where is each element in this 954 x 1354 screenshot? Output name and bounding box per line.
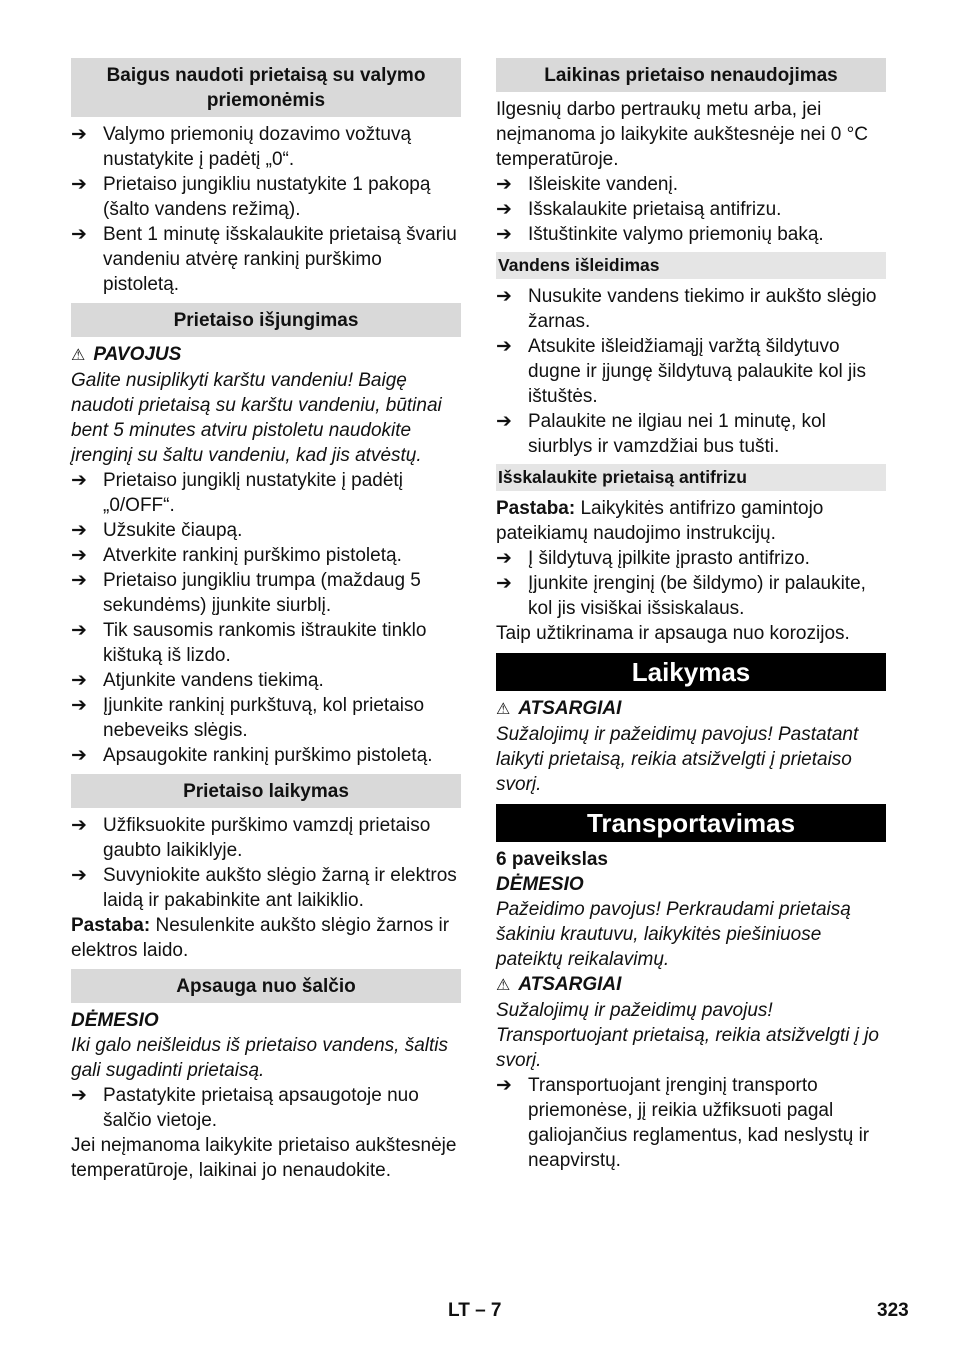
- list-item: ➔ Transportuojant įrenginį transporto priemonėse, jį reikia užfiksuoti pagal galiojančius reglamentus, kad neslystų ir neapvirstų.: [496, 1075, 870, 1171]
- list-item: ➔ Valymo priemonių dozavimo vožtuvą nustatykite į padėtį „0“.: [71, 124, 412, 170]
- page-number: 323: [877, 1300, 909, 1321]
- arrow-icon: ➔: [71, 545, 87, 566]
- arrow-icon: ➔: [71, 520, 87, 541]
- list-item: ➔ Pastatykite prietaisą apsaugotoje nuo šalčio vietoje.: [71, 1085, 419, 1131]
- arrow-icon: ➔: [496, 286, 512, 307]
- subsection-heading: Vandens išleidimas: [496, 252, 886, 279]
- list-item: ➔ Išskalaukite prietaisą antifrizu.: [496, 199, 782, 220]
- arrow-icon: ➔: [71, 174, 87, 195]
- list-item: ➔ Užfiksuokite purškimo vamzdį prietaiso gaubto laikiklyje.: [71, 815, 431, 861]
- list-item: ➔ Įjunkite įrenginį (be šildymo) ir palaukite, kol jis visiškai išsiskalaus.: [496, 573, 866, 619]
- list-item: ➔ Atjunkite vandens tiekimą.: [71, 670, 324, 691]
- section-heading: Laikinas prietaiso nenaudojimas: [496, 58, 886, 92]
- arrow-icon: ➔: [496, 336, 512, 357]
- arrow-icon: ➔: [71, 224, 87, 245]
- danger-text: Galite nusiplikyti karštu vandeniu! Baigę naudoti prietaisą su karštu vandeniu, būtinai bent 5 minutes atviru pistoletu naudokite įrenginį su šaltu vandeniu, kad jis atvėstų.: [71, 370, 442, 466]
- list-item: ➔ Atsukite išleidžiamąjį varžtą šildytuvo dugne ir įjungę šildytuvą palaukite kol jis ištuštės.: [496, 336, 866, 407]
- attention-label: DĖMESIO: [71, 1010, 159, 1031]
- note-paragraph: Pastaba: Nesulenkite aukšto slėgio žarnos ir elektros laido.: [71, 915, 450, 961]
- section-heading: Apsauga nuo šalčio: [71, 969, 461, 1003]
- list-item: ➔ Prietaiso jungikliu nustatykite 1 pakopą (šalto vandens režimą).: [71, 174, 431, 220]
- arrow-icon: ➔: [496, 224, 512, 245]
- section-heading: Prietaiso laikymas: [71, 774, 461, 808]
- arrow-icon: ➔: [71, 570, 87, 591]
- list-item: ➔ Į šildytuvą įpilkite įprasto antifrizo.: [496, 548, 810, 569]
- list-item: ➔ Prietaiso jungikliu trumpa (maždaug 5 sekundėms) įjunkite siurblį.: [71, 570, 421, 616]
- arrow-icon: ➔: [496, 548, 512, 569]
- arrow-icon: ➔: [71, 865, 87, 886]
- arrow-icon: ➔: [496, 1075, 512, 1096]
- footer-language-page: LT – 7: [448, 1300, 502, 1321]
- list-item: ➔ Užsukite čiaupą.: [71, 520, 243, 541]
- list-item: ➔ Ištuštinkite valymo priemonių baką.: [496, 224, 824, 245]
- warning-triangle-icon: ⚠: [71, 347, 86, 364]
- body-paragraph: Jei neįmanoma laikykite prietaiso aukštesnėje temperatūroje, laikinai jo nenaudokite.: [71, 1135, 457, 1181]
- section-heading: Baigus naudoti prietaisą su valymo priemonėmis: [71, 58, 461, 117]
- attention-text: Iki galo neišleidus iš prietaiso vandens, šaltis gali sugadinti prietaisą.: [71, 1035, 449, 1081]
- arrow-icon: ➔: [71, 1085, 87, 1106]
- caution-text: Sužalojimų ir pažeidimų pavojus! Transportuojant prietaisą, reikia atsižvelgti į jo svorį.: [496, 1000, 879, 1071]
- arrow-icon: ➔: [71, 815, 87, 836]
- list-item: ➔ Įjunkite rankinį purkštuvą, kol prietaiso nebeveiks slėgis.: [71, 695, 425, 741]
- list-item: ➔ Bent 1 minutę išskalaukite prietaisą švariu vandeniu atvėrę rankinį purškimo pistoletą.: [71, 224, 457, 295]
- list-item: ➔ Išleiskite vandenį.: [496, 174, 678, 195]
- arrow-icon: ➔: [71, 470, 87, 491]
- chapter-heading: Transportavimas: [496, 804, 886, 842]
- list-item: ➔ Palaukite ne ilgiau nei 1 minutę, kol siurblys ir vamzdžiai bus tušti.: [496, 411, 826, 457]
- caution-label: ⚠ ATSARGIAI: [496, 698, 622, 719]
- arrow-icon: ➔: [496, 573, 512, 594]
- danger-label: ⚠ PAVOJUS: [71, 344, 182, 365]
- figure-reference: 6 paveikslas: [496, 849, 608, 870]
- arrow-icon: ➔: [496, 199, 512, 220]
- note-paragraph: Pastaba: Laikykitės antifrizo gamintojo pateikiamų naudojimo instrukcijų.: [496, 498, 824, 544]
- warning-triangle-icon: ⚠: [496, 977, 511, 994]
- warning-triangle-icon: ⚠: [496, 701, 511, 718]
- list-item: ➔ Atverkite rankinį purškimo pistoletą.: [71, 545, 402, 566]
- caution-text: Sužalojimų ir pažeidimų pavojus! Pastatant laikyti prietaisą, reikia atsižvelgti į prietaiso svorį.: [496, 724, 859, 795]
- attention-label: DĖMESIO: [496, 874, 584, 895]
- list-item: ➔ Apsaugokite rankinį purškimo pistoletą.: [71, 745, 433, 766]
- attention-text: Pažeidimo pavojus! Perkraudami prietaisą šakiniu krautuvu, laikykitės piešiniuose pateiktų reikalavimų.: [496, 899, 851, 970]
- arrow-icon: ➔: [71, 670, 87, 691]
- arrow-icon: ➔: [71, 124, 87, 145]
- list-item: ➔ Prietaiso jungiklį nustatykite į padėtį „0/OFF“.: [71, 470, 403, 516]
- body-paragraph: Taip užtikrinama ir apsauga nuo korozijos.: [496, 623, 850, 644]
- chapter-heading: Laikymas: [496, 653, 886, 691]
- subsection-heading: Išskalaukite prietaisą antifrizu: [496, 464, 886, 491]
- list-item: ➔ Suvyniokite aukšto slėgio žarną ir elektros laidą ir pakabinkite ant laikiklio.: [71, 865, 457, 911]
- arrow-icon: ➔: [496, 174, 512, 195]
- arrow-icon: ➔: [71, 620, 87, 641]
- arrow-icon: ➔: [71, 695, 87, 716]
- list-item: ➔ Nusukite vandens tiekimo ir aukšto slėgio žarnas.: [496, 286, 877, 332]
- body-paragraph: Ilgesnių darbo pertraukų metu arba, jei neįmanoma jo laikykite aukštesnėje nei 0 °C temperatūroje.: [496, 99, 868, 170]
- left-column: [71, 58, 461, 1183]
- right-column: [496, 58, 886, 1173]
- arrow-icon: ➔: [71, 745, 87, 766]
- caution-label: ⚠ ATSARGIAI: [496, 974, 622, 995]
- arrow-icon: ➔: [496, 411, 512, 432]
- list-item: ➔ Tik sausomis rankomis ištraukite tinklo kištuką iš lizdo.: [71, 620, 427, 666]
- section-heading: Prietaiso išjungimas: [71, 303, 461, 337]
